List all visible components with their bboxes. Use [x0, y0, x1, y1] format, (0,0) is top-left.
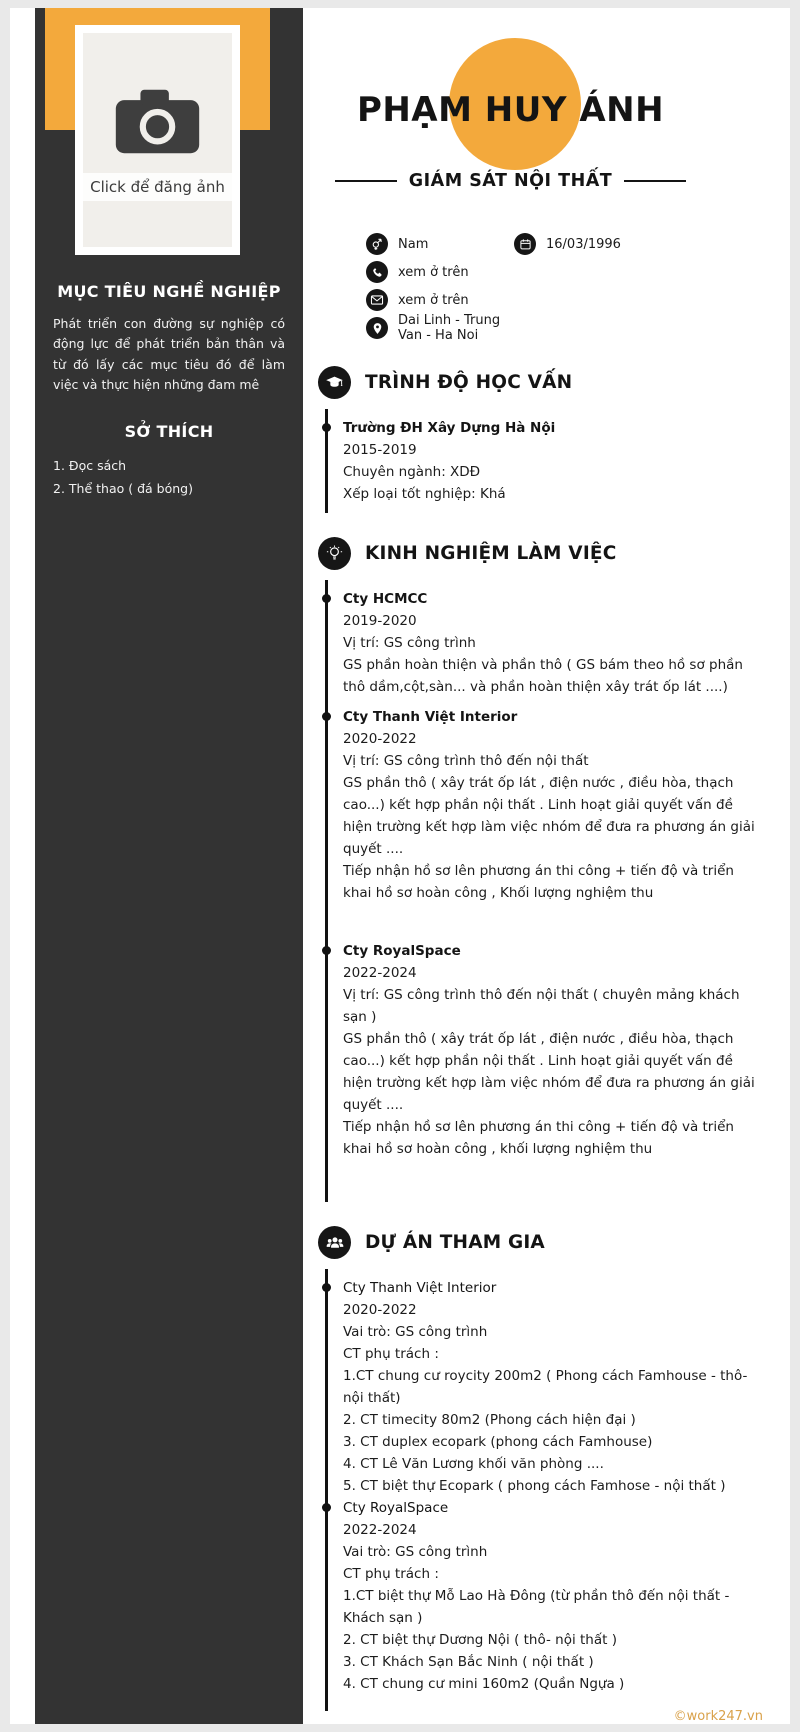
- education-title: TRÌNH ĐỘ HỌC VẤN: [365, 372, 573, 393]
- entry-details: [343, 610, 765, 698]
- projects-heading: [318, 1226, 765, 1259]
- graduation-cap-icon: [318, 366, 351, 399]
- contact-phone-value: xem ở trên: [398, 264, 469, 280]
- entry-details: [343, 1519, 765, 1695]
- company-name: Cty HCMCC: [343, 588, 765, 610]
- detail-line: GS phần thô ( xây trát ốp lát , điện nước , điều hòa, thạch cao...) kết hợp phần nội thất . Linh hoạt giải quyết vấn đề hiện trường kết hợp làm việc nhóm để đưa ra phương án giải quyết ....: [343, 775, 755, 857]
- contact-address: [366, 313, 514, 343]
- detail-line: 2. CT timecity 80m2 (Phong cách hiện đại ): [343, 1412, 636, 1428]
- entry-details: [343, 439, 765, 505]
- detail-line: CT phụ trách :: [343, 1566, 439, 1582]
- detail-line: 3. CT duplex ecopark (phong cách Famhouse): [343, 1434, 653, 1450]
- detail-line: CT phụ trách :: [343, 1346, 439, 1362]
- section-education: [318, 366, 765, 513]
- hobbies-title: SỞ THÍCH: [124, 422, 214, 441]
- education-heading: [318, 366, 765, 399]
- detail-line: 4. CT chung cư mini 160m2 (Quần Ngựa ): [343, 1676, 625, 1692]
- project-entry: [343, 1497, 765, 1695]
- contact-row: [366, 230, 765, 258]
- contact-dob-value: 16/03/1996: [546, 236, 621, 252]
- hobby-item: 2. Thể thao ( đá bóng): [53, 481, 193, 497]
- detail-line: 2022-2024: [343, 1522, 417, 1538]
- projects-timeline: [325, 1269, 765, 1711]
- experience-entry: [343, 706, 765, 904]
- location-pin-icon: [366, 317, 388, 339]
- contact-address-value: Dai Linh - Trung Van - Ha Noi: [398, 313, 501, 343]
- gender-icon: [366, 233, 388, 255]
- education-entry: [343, 417, 765, 505]
- detail-line: Xếp loại tốt nghiệp: Khá: [343, 486, 506, 502]
- entry-details: [343, 728, 765, 904]
- detail-line: 5. CT biệt thự Ecopark ( phong cách Famhose - nội thất ): [343, 1478, 726, 1494]
- detail-line: 2019-2020: [343, 613, 417, 629]
- subtitle-rule-left: [335, 180, 397, 183]
- projects-title: DỰ ÁN THAM GIA: [365, 1232, 545, 1253]
- detail-line: Vị trí: GS công trình thô đến nội thất: [343, 753, 589, 769]
- detail-line: 2020-2022: [343, 731, 417, 747]
- detail-line: Chuyên ngành: XDĐ: [343, 464, 481, 480]
- detail-line: Tiếp nhận hồ sơ lên phương án thi công + tiến độ và triển khai hồ sơ hoàn công , khối lượng nghiệm thu: [343, 1119, 734, 1157]
- company-name: Cty Thanh Việt Interior: [343, 706, 765, 728]
- detail-line: GS phần hoàn thiện và phần thô ( GS bám theo hồ sơ phần thô dầm,cột,sàn... và phần hoàn thiện xây trát ốp lát ....): [343, 657, 743, 695]
- detail-line: Tiếp nhận hồ sơ lên phương án thi công + tiến độ và triển khai hồ sơ hoàn công , Khối lượng nghiệm thu: [343, 863, 734, 901]
- team-icon: [318, 1226, 351, 1259]
- contact-gender-value: Nam: [398, 236, 429, 252]
- job-title-row: [287, 171, 734, 191]
- lightbulb-icon: [318, 537, 351, 570]
- detail-line: Vai trò: GS công trình: [343, 1324, 488, 1340]
- cv-document: [10, 8, 790, 1724]
- objective-text: Phát triển con đường sự nghiệp có động lực để phát triển bản thân và từ đó lấy các mục tiêu đó để làm việc và thực hiện những đam mê: [53, 316, 285, 392]
- detail-line: 2020-2022: [343, 1302, 417, 1318]
- calendar-icon: [514, 233, 536, 255]
- experience-heading: [318, 537, 765, 570]
- watermark: ©work247.vn: [673, 1709, 763, 1724]
- company-name: Cty RoyalSpace: [343, 940, 765, 962]
- cv-main: [303, 8, 790, 1724]
- contact-gender: [366, 233, 514, 255]
- phone-icon: [366, 261, 388, 283]
- education-timeline: [325, 409, 765, 513]
- detail-line: 1.CT chung cư roycity 200m2 ( Phong cách Famhouse - thô- nội thất): [343, 1368, 748, 1406]
- contact-info: [318, 230, 765, 342]
- detail-line: 2015-2019: [343, 442, 417, 458]
- candidate-name: PHẠM HUY ÁNH: [356, 90, 665, 130]
- experience-timeline: [325, 580, 765, 1202]
- detail-line: Vị trí: GS công trình: [343, 635, 476, 651]
- objective-title: MỤC TIÊU NGHỀ NGHIỆP: [57, 282, 281, 301]
- hobbies-list: [53, 454, 285, 500]
- detail-line: GS phần thô ( xây trát ốp lát , điện nước , điều hòa, thạch cao...) kết hợp phần nội thất . Linh hoạt giải quyết vấn đề hiện trường kết hợp làm việc nhóm để đưa ra phương án giải quyết ....: [343, 1031, 755, 1113]
- experience-title: KINH NGHIỆM LÀM VIỆC: [365, 543, 617, 564]
- detail-line: 2. CT biệt thự Dương Nội ( thô- nội thất ): [343, 1632, 617, 1648]
- cv-header: [318, 8, 765, 208]
- experience-entry: [343, 940, 765, 1160]
- photo-placeholder[interactable]: [83, 33, 232, 247]
- school-name: Trường ĐH Xây Dựng Hà Nội: [343, 417, 765, 439]
- job-title: GIÁM SÁT NỘI THẤT: [408, 170, 613, 191]
- contact-email: [366, 289, 514, 311]
- sidebar: [35, 8, 303, 1724]
- contact-row: [366, 258, 765, 286]
- contact-email-value: xem ở trên: [398, 292, 469, 308]
- experience-entry: [343, 588, 765, 698]
- contact-dob: [514, 233, 621, 255]
- detail-line: Vai trò: GS công trình: [343, 1544, 488, 1560]
- project-entry: [343, 1277, 765, 1497]
- camera-icon: [110, 85, 205, 157]
- detail-line: 1.CT biệt thự Mỗ Lao Hà Đông (từ phần thô đến nội thất -Khách sạn ): [343, 1588, 730, 1626]
- photo-upload[interactable]: [75, 25, 240, 255]
- mail-icon: [366, 289, 388, 311]
- detail-line: 2022-2024: [343, 965, 417, 981]
- section-projects: [318, 1226, 765, 1711]
- photo-upload-label[interactable]: Click để đăng ảnh: [83, 173, 232, 201]
- detail-line: Vị trí: GS công trình thô đến nội thất ( chuyên mảng khách sạn ): [343, 987, 740, 1025]
- contact-phone: [366, 261, 514, 283]
- company-name: Cty Thanh Việt Interior: [343, 1277, 765, 1299]
- hobby-item: 1. Đọc sách: [53, 458, 127, 473]
- subtitle-rule-right: [624, 180, 686, 183]
- contact-row: [366, 314, 765, 342]
- contact-row: [366, 286, 765, 314]
- section-experience: [318, 537, 765, 1202]
- detail-line: 3. CT Khách Sạn Bắc Ninh ( nội thất ): [343, 1654, 594, 1670]
- detail-line: 4. CT Lê Văn Lương khối văn phòng ....: [343, 1456, 604, 1472]
- entry-details: [343, 962, 765, 1160]
- company-name: Cty RoyalSpace: [343, 1497, 765, 1519]
- sidebar-content: [35, 282, 303, 530]
- entry-details: [343, 1299, 765, 1497]
